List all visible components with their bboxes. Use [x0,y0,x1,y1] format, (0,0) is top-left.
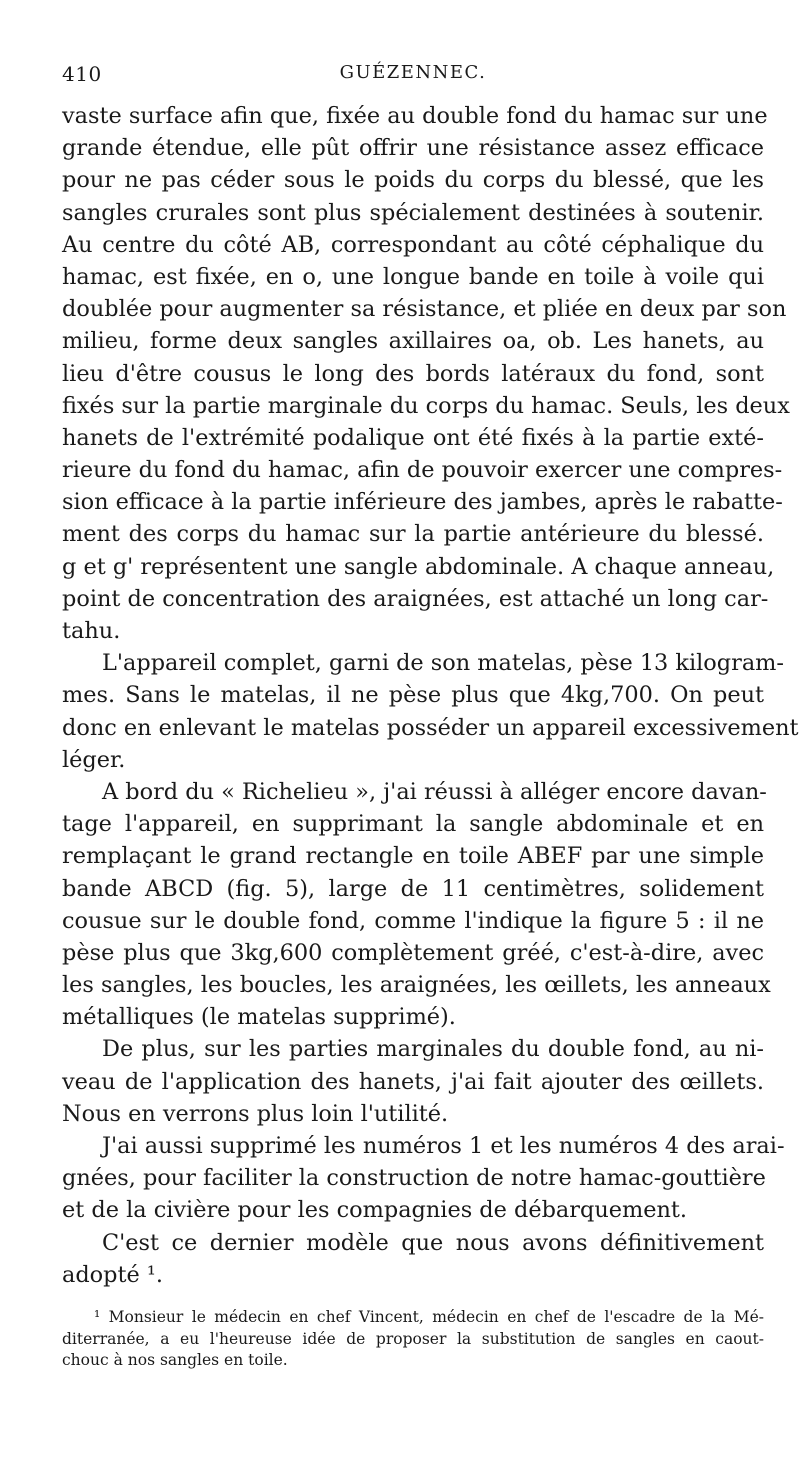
text-line: remplaçant le grand rectangle en toile ABEF par une simple [62,843,764,870]
text-line: pour ne pas céder sous le poids du corps du blessé, que les [62,167,764,194]
text-line: tage l'appareil, en supprimant la sangle abdominale et en [62,811,764,838]
text-line: C'est ce dernier modèle que nous avons définitivement [102,1229,764,1256]
text-line: doublée pour augmenter sa résistance, et pliée en deux par son [62,296,787,323]
text-line: hamac, est fixée, en o, une longue bande en toile à voile qui [62,263,764,290]
text-line: ment des corps du hamac sur la partie antérieure du blessé. [62,521,764,548]
text-line: lieu d'être cousus le long des bords latéraux du fond, sont [62,360,764,387]
text-line: grande étendue, elle pût offrir une résistance assez efficace [62,135,764,162]
text-line: De plus, sur les parties marginales du double fond, au ni- [102,1036,764,1063]
text-line: fixés sur la partie marginale du corps du hamac. Seuls, les deux [62,392,790,419]
text-line: métalliques (le matelas supprimé). [62,1004,456,1031]
text-line: mes. Sans le matelas, il ne pèse plus que 4kg,700. On peut [62,682,764,709]
page-number: 410 [62,62,102,86]
body-text [62,100,799,1291]
text-line: vaste surface afin que, fixée au double fond du hamac sur une [62,103,768,129]
text-line: milieu, forme deux sangles axillaires oa, ob. Les hanets, au [62,328,764,355]
footnote [62,1307,764,1372]
text-line: et de la civière pour les compagnies de débarquement. [62,1197,688,1224]
text-line: g et g' représentent une sangle abdominale. A chaque anneau, [62,553,775,580]
text-line: adopté ¹. [62,1261,163,1288]
text-line: tahu. [62,618,121,644]
running-head: GUÉZENNEC. [339,62,487,83]
footnote-line: ¹ Monsieur le médecin en chef Vincent, médecin en chef de l'escadre de la Mé- [94,1308,764,1326]
page-header [62,62,764,92]
footnote-line: diterranée, a eu l'heureuse idée de proposer la substitution de sangles en caout- [62,1329,764,1348]
text-line: L'appareil complet, garni de son matelas, pèse 13 kilogram- [102,650,784,677]
text-line: sangles crurales sont plus spécialement destinées à soutenir. [62,199,764,226]
text-line: A bord du « Richelieu », j'ai réussi à alléger encore davan- [102,778,767,805]
text-line: veau de l'application des hanets, j'ai fait ajouter des œillets. [62,1068,764,1095]
text-line: léger. [62,746,126,773]
text-line: point de concentration des araignées, est attaché un long car- [62,585,769,612]
text-line: cousue sur le double fond, comme l'indique la figure 5 : il ne [62,907,764,934]
text-line: rieure du fond du hamac, afin de pouvoir exercer une compres- [62,457,783,484]
text-line: gnées, pour faciliter la construction de notre hamac-gouttière [62,1165,766,1192]
text-line: Au centre du côté AB, correspondant au côté céphalique du [62,231,764,258]
text-line: Nous en verrons plus loin l'utilité. [62,1100,449,1127]
text-line: J'ai aussi supprimé les numéros 1 et les numéros 4 des arai- [102,1133,785,1159]
text-line: donc en enlevant le matelas posséder un appareil excessivement [62,714,799,741]
footnote-line: chouc à nos sangles en toile. [62,1351,288,1369]
text-line: les sangles, les boucles, les araignées, les œillets, les anneaux [62,972,771,999]
text-line: sion efficace à la partie inférieure des jambes, après le rabatte- [62,489,783,516]
text-line: pèse plus que 3kg,600 complètement gréé, c'est-à-dire, avec [62,939,764,966]
text-line: hanets de l'extrémité podalique ont été fixés à la partie exté- [62,424,764,451]
text-line: bande ABCD (fig. 5), large de 11 centimètres, solidement [62,875,764,902]
